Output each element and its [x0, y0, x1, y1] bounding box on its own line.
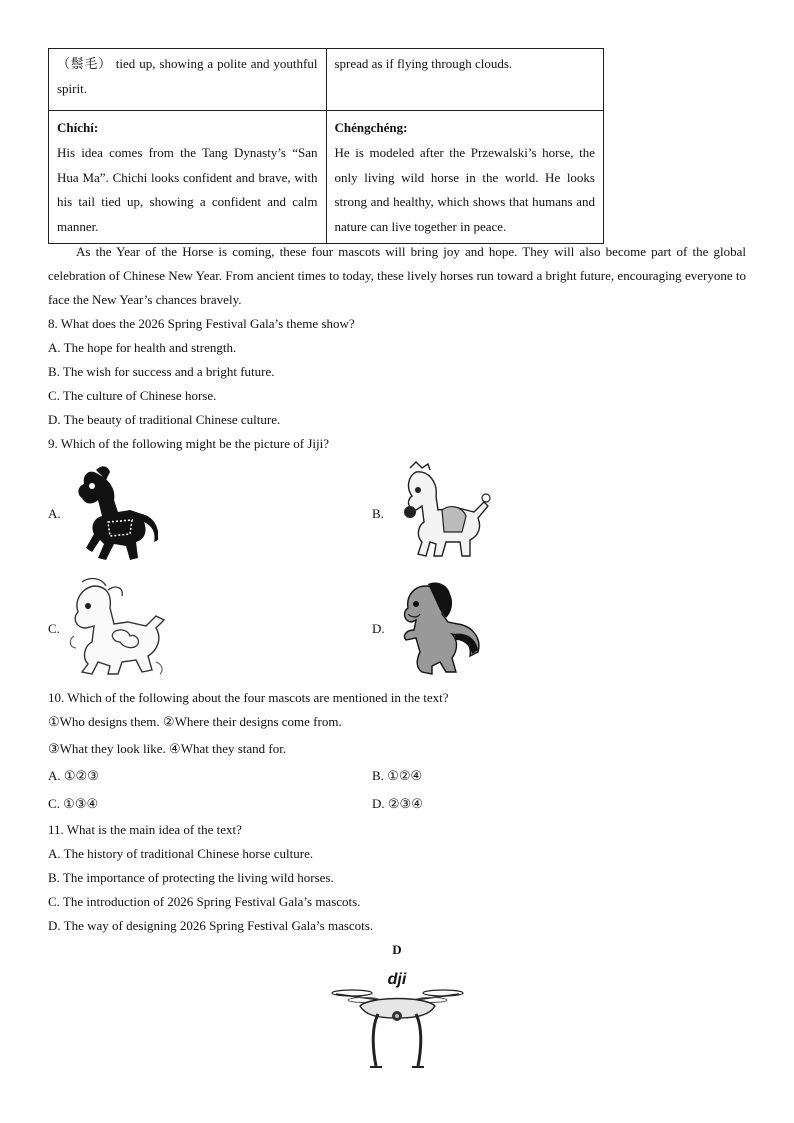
- mascot-name-chengcheng: Chéngchéng:: [334, 120, 408, 135]
- mascot-desc-chichi: His idea comes from the Tang Dynasty’s “San Hua Ma”. Chichi looks confident and brave, with his tail tied up, showing a confident and calm manner.: [57, 145, 318, 234]
- q9-question: 9. Which of the following might be the picture of Jiji?: [48, 436, 330, 451]
- q10-option-b[interactable]: B. ①②④: [372, 768, 423, 783]
- table-cell-chichi: [49, 111, 327, 244]
- q9-option-c[interactable]: C.: [48, 621, 60, 636]
- mascot-table: [48, 48, 604, 244]
- drone-image: [330, 966, 465, 1074]
- table-cell-top-right: spread as if flying through clouds.: [326, 49, 604, 111]
- q10-option-a[interactable]: A. ①②③: [48, 768, 99, 783]
- q10-items-row1: ①Who designs them. ②Where their designs come from.: [48, 714, 342, 729]
- q11-option-a[interactable]: A. The history of traditional Chinese horse culture.: [48, 846, 314, 861]
- section-d-heading: D: [392, 942, 402, 957]
- q11-option-d[interactable]: D. The way of designing 2026 Spring Festival Gala’s mascots.: [48, 918, 374, 933]
- q11-question: 11. What is the main idea of the text?: [48, 822, 242, 837]
- q11-option-c[interactable]: C. The introduction of 2026 Spring Festival Gala’s mascots.: [48, 894, 361, 909]
- q10-items-row2: ③What they look like. ④What they stand for.: [48, 741, 287, 756]
- q8-option-d[interactable]: D. The beauty of traditional Chinese culture.: [48, 412, 281, 427]
- horse-a-image[interactable]: [68, 460, 158, 564]
- q8-option-b[interactable]: B. The wish for success and a bright future.: [48, 364, 275, 379]
- q10-option-d[interactable]: D. ②③④: [372, 796, 423, 811]
- q8-option-a[interactable]: A. The hope for health and strength.: [48, 340, 237, 355]
- mascot-desc-chengcheng: He is modeled after the Przewalski’s horse, the only living wild horse in the world. He looks strong and healthy, which shows that humans and nature can live together in peace.: [334, 145, 595, 234]
- horse-c-image[interactable]: [64, 576, 168, 678]
- dji-logo: dji: [387, 971, 407, 988]
- mascot-name-chichi: Chíchí:: [57, 120, 99, 135]
- q10-question: 10. Which of the following about the four mascots are mentioned in the text?: [48, 690, 449, 705]
- q8-question: 8. What does the 2026 Spring Festival Gala’s theme show?: [48, 316, 355, 331]
- horse-d-image[interactable]: [392, 578, 482, 678]
- q11-option-b[interactable]: B. The importance of protecting the living wild horses.: [48, 870, 334, 885]
- q9-option-d[interactable]: D.: [372, 621, 385, 636]
- horse-b-image[interactable]: [396, 460, 492, 560]
- q10-option-c[interactable]: C. ①③④: [48, 796, 99, 811]
- q9-option-b[interactable]: B.: [372, 506, 384, 521]
- table-cell-chengcheng: [326, 111, 604, 244]
- q9-option-a[interactable]: A.: [48, 506, 61, 521]
- q8-option-c[interactable]: C. The culture of Chinese horse.: [48, 388, 217, 403]
- table-cell-top-left: （鬃毛） tied up, showing a polite and youthful spirit.: [49, 49, 327, 111]
- closing-paragraph: As the Year of the Horse is coming, these four mascots will bring joy and hope. They will also become part of the global celebration of Chinese New Year. From ancient times to today, these lively horses run toward a bright future, encouraging everyone to face the New Year’s chances bravely.: [48, 244, 746, 307]
